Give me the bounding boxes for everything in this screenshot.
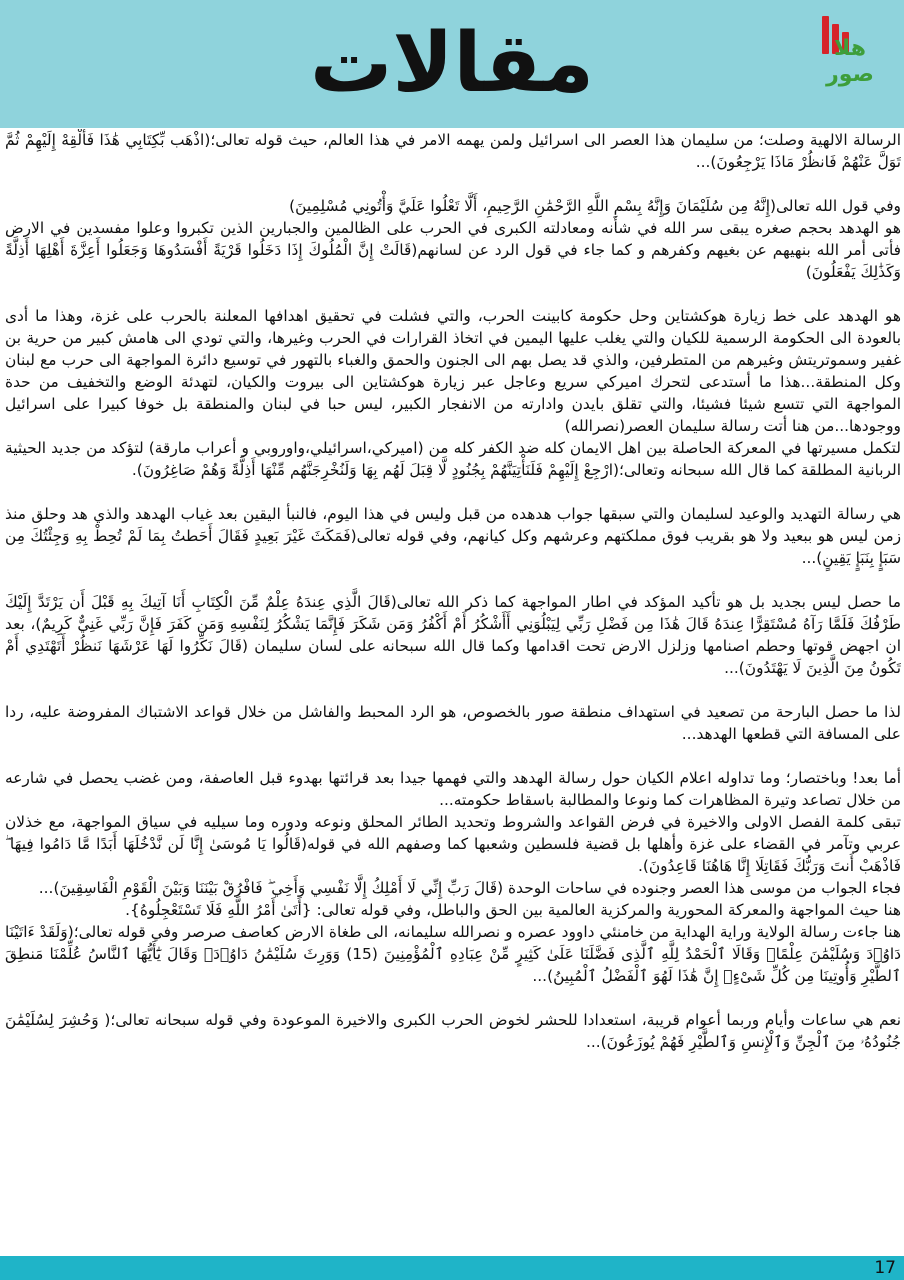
article-paragraph: تبقى كلمة الفصل الاولى والاخيرة في فرض القواعد والشروط وتحديد الطائر المحلق ونوعه ودوره وما سيليه في سياق المواجهة، مع خذلان عربي وتآمر في القضاء على غزة وأهلها بل قضية فلسطين وشعبها كما وصفهم الله في قوله(قَالُوا يَا مُوسَىٰ إِنَّا لَن نَّدْخُلَهَا أَبَدًا مَّا دَامُوا فِيهَا ۖ فَاذْهَبْ أَنتَ وَرَبُّكَ فَقَاتِلَا إِنَّا هَاهُنَا قَاعِدُونَ). bbox=[5, 813, 901, 875]
paragraph-gap bbox=[5, 481, 901, 503]
paragraph-gap bbox=[5, 173, 901, 195]
paragraph-gap bbox=[5, 569, 901, 591]
article-paragraph: نعم هي ساعات وأيام وربما أعوام قريبة، استعدادا للحشر لخوض الحرب الكبرى والاخيرة الموعودة وفي قوله سبحانه تعالى؛( وَحُشِرَ لِسُلَيْمَٰنَ جُنُودُهُۥ مِنَ ٱلْجِنِّ وَٱلْإِنسِ وَٱلطَّيْرِ فَهُمْ يُوزَعُونَ)... bbox=[5, 1011, 901, 1051]
page-number: 17 bbox=[874, 1258, 896, 1278]
logo-wordmark: هلا صور bbox=[826, 36, 874, 87]
article-paragraph: لتكمل مسيرتها في المعركة الحاصلة بين اهل الايمان كله ضد الكفر كله من (اميركي،اسرائيلي،واوروبي و أعراب مارقة) لتؤكد من جديد الحيثية الربانية المطلقة كما قال الله سبحانه وتعالى؛(ارْجِعْ إِلَيْهِمْ فَلَنَأْتِيَنَّهُمْ بِجُنُودٍ لَّا قِبَلَ لَهُم بِهَا وَلَنُخْرِجَنَّهُم مِّنْهَا أَذِلَّةً وَهُمْ صَاغِرُونَ). bbox=[5, 439, 901, 479]
article-paragraph: هو الهدهد بحجم صغره يبقى سر الله في شأنه ومعادلته الكبرى في الحرب على الظالمين والجبارين الذين تكبروا وعلوا مفسدين في الارض فأتى أمر الله بنهيهم عن بغيهم وكفرهم و كما جاء في قول الرد عن لسانهم(قَالَتْ إِنَّ الْمُلُوكَ إِذَا دَخَلُوا قَرْيَةً أَفْسَدُوهَا وَجَعَلُوا أَعِزَّةَ أَهْلِهَا أَذِلَّةً وَكَذَٰلِكَ يَفْعَلُونَ) bbox=[5, 219, 901, 281]
article-paragraph: هو الهدهد على خط زيارة هوكشتاين وحل حكومة كابينت الحرب، والتي فشلت في تحقيق اهدافها المعلنة بالحرب على غزة، وهذا ما أدى بالعودة الى الحكومة الرسمية للكيان والتي يغلب عليها اليمين في اتخاذ القرارات في الحرب وغيرها، والتي تودي الى هامش كبير من حرية بن غفير وسموتريتش وغيرهم من المتطرفين، والذي قد يصل بهم الى الجنون والحمق والغباء بالتهور في توسيع دائرة المواجهة الى حرب مع لبنان وكل المنطقة...هذا ما أستدعى لتحرك اميركي سريع وعاجل عبر زيارة هوكشتاين الى بيروت والكيان، لتهدئة الوضع والتخفيف من حدة المواجهة التي تتسع شيئا فشيئا، والتي تقلق بايدن وادارته من الانفجار الكبير، ليس حبا في لبنان والمنطقة بل خوفا كبيرا على اسرائيل ووجودها...من هنا أتت رسالة سليمان العصر(نصرالله) bbox=[5, 307, 901, 435]
publication-logo bbox=[808, 14, 892, 87]
article-body bbox=[5, 129, 901, 1249]
article-paragraph: فجاء الجواب من موسى هذا العصر وجنوده في ساحات الوحدة (قَالَ رَبِّ إِنِّي لَا أَمْلِكُ إِلَّا نَفْسِي وَأَخِي ۖ فَافْرُقْ بَيْنَنَا وَبَيْنَ الْقَوْمِ الْفَاسِقِينَ)... bbox=[38, 879, 901, 897]
page-footer bbox=[0, 1256, 904, 1280]
paragraph-gap bbox=[5, 679, 901, 701]
article-paragraph: هنا حيث المواجهة والمعركة المحورية والمركزية العالمية بين الحق والباطل، وفي قوله تعالى: {أَتَىٰ أَمْرُ اللَّهِ فَلَا تَسْتَعْجِلُوهُ}. bbox=[125, 901, 901, 919]
article-paragraph: ما حصل ليس بجديد بل هو تأكيد المؤكد في اطار المواجهة كما ذكر الله تعالى(قَالَ الَّذِي عِندَهُ عِلْمٌ مِّنَ الْكِتَابِ أَنَا آتِيكَ بِهِ قَبْلَ أَن يَرْتَدَّ إِلَيْكَ طَرْفُكَ فَلَمَّا رَآهُ مُسْتَقِرًّا عِندَهُ قَالَ هَٰذَا مِن فَضْلِ رَبِّي لِيَبْلُوَنِي أَأَشْكُرُ أَمْ أَكْفُرُ وَمَن شَكَرَ فَإِنَّمَا يَشْكُرُ لِنَفْسِهِ وَمَن كَفَرَ فَإِنَّ رَبِّي غَنِيٌّ كَرِيمٌ)، بعد ان اجهض قوتها وحطم اصنامها وزلزل الارض تحت اقدامها وكما قال الله سبحانه على لسان سليمان (قَالَ نَكِّرُوا لَهَا عَرْشَهَا نَنظُرْ أَتَهْتَدِي أَمْ تَكُونُ مِنَ الَّذِينَ لَا يَهْتَدُونَ)... bbox=[5, 593, 901, 677]
article-paragraph: الرسالة الالهية وصلت؛ من سليمان هذا العصر الى اسرائيل ولمن يهمه الامر في هذا العالم، حيث قوله تعالى؛(اذْهَب بِّكِتَابِي هَٰذَا فَأَلْقِهْ إِلَيْهِمْ ثُمَّ تَوَلَّ عَنْهُمْ فَانظُرْ مَاذَا يَرْجِعُونَ)... bbox=[5, 131, 901, 171]
section-title: مقالات bbox=[309, 16, 595, 111]
page-header bbox=[0, 0, 904, 128]
article-paragraph: لذا ما حصل البارحة من تصعيد في استهداف منطقة صور بالخصوص، هو الرد المحبط والفاشل من خلال قواعد الاشتباك المفروضة عليه، ردا على المسافة التي قطعها الهدهد... bbox=[5, 703, 901, 743]
paragraph-gap bbox=[5, 987, 901, 1009]
article-paragraph: هنا جاءت رسالة الولاية وراية الهداية من خامنئي داوود عصره و نصرالله سليمانه، الى طغاة الارض كعاصف صرصر وفي قوله تعالى؛(وَلَقَدْ ءَاتَيْنَا دَاوُۥدَ وَسُلَيْمَٰنَ عِلْمًاۖ وَقَالَا ٱلْحَمْدُ لِلَّهِ ٱلَّذِى فَضَّلَنَا عَلَىٰ كَثِيرٍ مِّنْ عِبَادِهِ ٱلْمُؤْمِنِينَ (15) وَوَرِثَ سُلَيْمَٰنُ دَاوُۥدَۖ وَقَالَ يَٰٓأَيُّهَا ٱلنَّاسُ عُلِّمْنَا مَنطِقَ ٱلطَّيْرِ وَأُوتِينَا مِن كُلِّ شَىْءٍۖ إِنَّ هَٰذَا لَهُوَ ٱلْفَضْلُ ٱلْمُبِينُ)... bbox=[5, 923, 901, 985]
article-paragraph: وفي قول الله تعالى(إِنَّهُ مِن سُلَيْمَانَ وَإِنَّهُ بِسْمِ اللَّهِ الرَّحْمَٰنِ الرَّحِيمِ، أَلَّا تَعْلُوا عَلَيَّ وَأْتُونِي مُسْلِمِينَ) bbox=[289, 197, 901, 215]
article-paragraph: هي رسالة التهديد والوعيد لسليمان والتي سبقها جواب هدهده من قبل وليس في هذا اليوم، فالنبأ اليقين بعد غياب الهدهد والذي هد وحلق منذ زمن ليس هو ببعيد ولا هو بقريب فوق مملكتهم وعرشهم وكل كيانهم، وفي قوله تعالى(فَمَكَثَ غَيْرَ بَعِيدٍ فَقَالَ أَحَطتُ بِمَا لَمْ تُحِطْ بِهِ وَجِئْتُكَ مِن سَبَإٍ بِنَبَإٍ يَقِينٍ)... bbox=[5, 505, 901, 567]
paragraph-gap bbox=[5, 283, 901, 305]
article-paragraph: أما بعد! وباختصار؛ وما تداوله اعلام الكيان حول رسالة الهدهد والتي فهمها جيدا بعد قرائتها بهدوء قبل العاصفة، ومن غضب يحصل في شارعه من خلال تصاعد وتيرة المظاهرات كما ونوعا والمطالبة باسقاط حكومته... bbox=[5, 769, 901, 809]
paragraph-gap bbox=[5, 745, 901, 767]
